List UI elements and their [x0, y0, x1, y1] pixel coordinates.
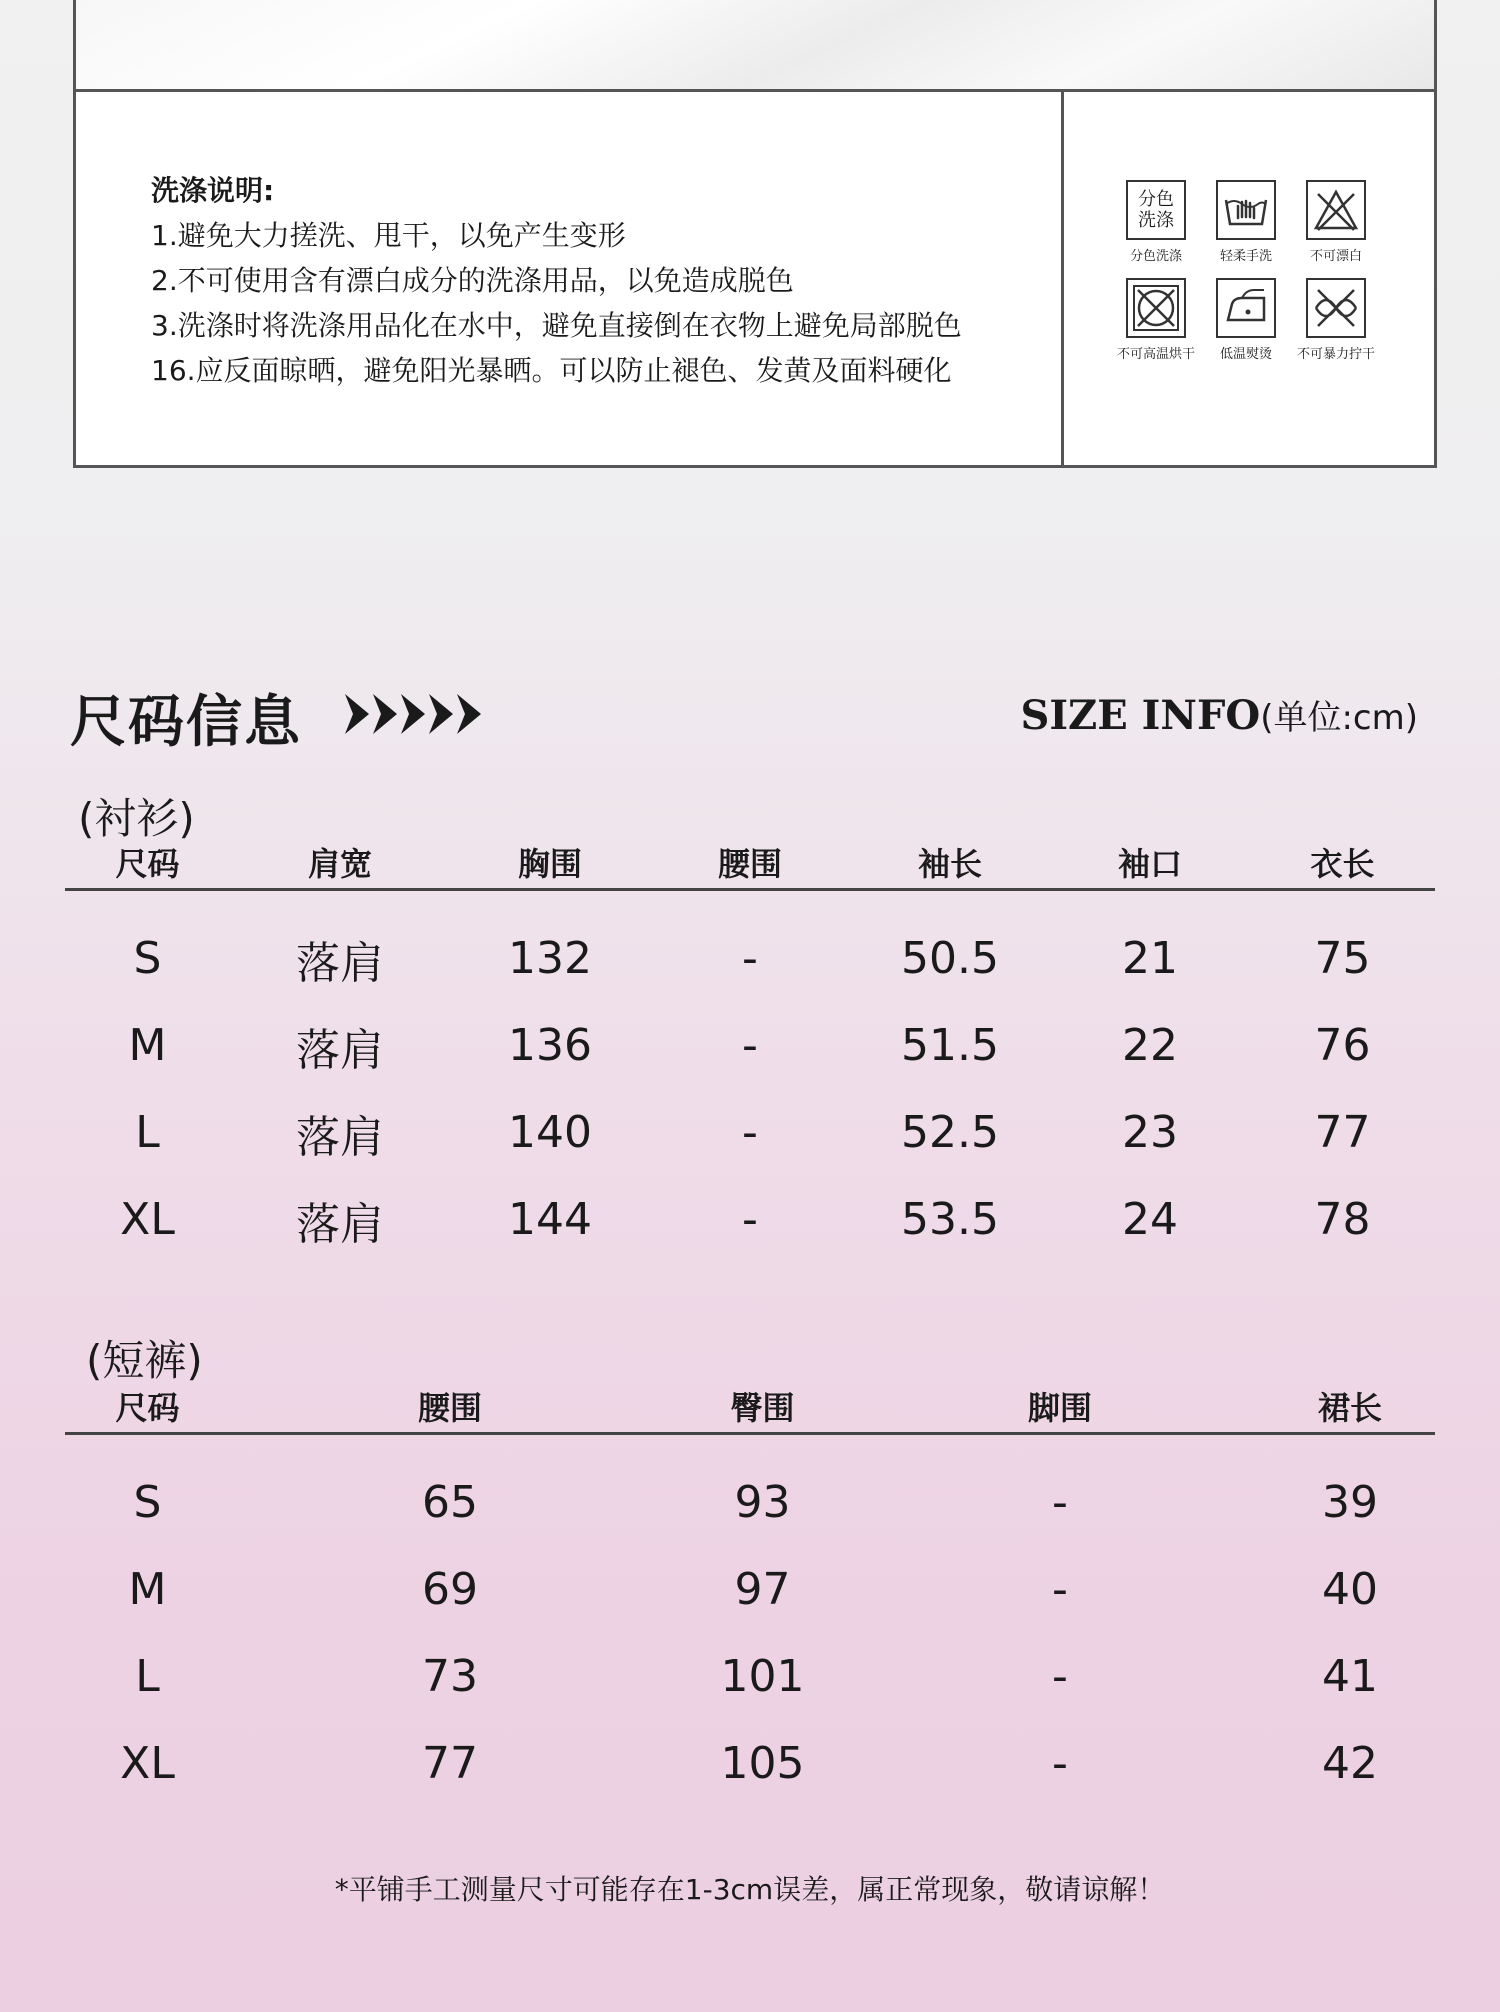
table-cell: 78: [1314, 1194, 1371, 1245]
table-cell: 73: [422, 1651, 478, 1702]
table-cell: 76: [1314, 1020, 1371, 1071]
header-cell: 衣长: [1310, 845, 1375, 883]
care-line: 2.不可使用含有漂白成分的洗涤用品，以免造成脱色: [151, 264, 794, 297]
measurement-note: *平铺手工测量尺寸可能存在1-3cm误差，属正常现象，敬请谅解！: [334, 1873, 1166, 1906]
table-cell: 140: [508, 1107, 592, 1158]
fabric-photo: [73, 0, 1437, 92]
table-cell: XL: [120, 1738, 175, 1789]
table-cell: 22: [1122, 1020, 1178, 1071]
header-cell: 臀围: [730, 1389, 795, 1427]
shorts-size-table: [65, 1380, 1435, 1807]
size-info-title: SIZE INFO: [1020, 692, 1261, 739]
table-cell: S: [133, 1477, 162, 1528]
care-line: 16.应反面晾晒，避免阳光暴晒。可以防止褪色、发黄及面料硬化: [151, 354, 952, 387]
table-cell: 105: [720, 1738, 805, 1789]
table-cell: 41: [1322, 1651, 1378, 1702]
care-icon-cell: [1111, 180, 1201, 264]
icon-label: 低温熨烫: [1219, 347, 1272, 362]
care-icon-cell: [1201, 278, 1291, 362]
table-header: [65, 1380, 1435, 1432]
icon-label: 不可暴力拧干: [1296, 347, 1375, 362]
table-cell: 50.5: [901, 933, 999, 984]
no-tumble-dry-icon: [1126, 278, 1186, 338]
table-cell: 落肩: [296, 1024, 384, 1076]
table-cell: -: [1052, 1564, 1068, 1615]
care-icon-cell: [1291, 180, 1381, 264]
table-cell: 65: [422, 1477, 478, 1528]
table-cell: 77: [1314, 1107, 1371, 1158]
table-cell: 75: [1314, 933, 1371, 984]
low-iron-icon: [1216, 278, 1276, 338]
no-wring-icon: [1306, 278, 1366, 338]
table-body: [65, 891, 1435, 1263]
table-cell: -: [1052, 1738, 1068, 1789]
table-cell: 24: [1122, 1194, 1178, 1245]
table-cell: S: [133, 933, 162, 984]
arrows-icon: [343, 690, 493, 738]
header-cell: 裙长: [1317, 1389, 1382, 1427]
table-cell: 39: [1322, 1477, 1378, 1528]
table-cell: -: [1052, 1651, 1068, 1702]
table-cell: 42: [1322, 1738, 1378, 1789]
table-row: [65, 1720, 1435, 1807]
table-cell: 落肩: [296, 937, 384, 989]
separate-wash-icon: 分色洗涤: [1126, 180, 1186, 240]
table-cell: 23: [1122, 1107, 1178, 1158]
table-cell: 77: [422, 1738, 478, 1789]
table-cell: 93: [734, 1477, 791, 1528]
care-line: 1.避免大力搓洗、甩干，以免产生变形: [151, 219, 626, 252]
header-cell: 胸围: [517, 845, 582, 883]
icon-label: 分色洗涤: [1129, 249, 1182, 264]
table-row: [65, 1176, 1435, 1263]
table-body: [65, 1435, 1435, 1807]
table-cell: -: [742, 933, 758, 984]
shirt-size-table: [65, 836, 1435, 1263]
header-cell: 腰围: [417, 1389, 482, 1427]
table-cell: 101: [720, 1651, 805, 1702]
care-icon-cell: [1291, 278, 1381, 362]
care-text: [151, 168, 962, 393]
table-cell: -: [742, 1020, 758, 1071]
table-row: [65, 1633, 1435, 1720]
header-cell: 袖口: [1117, 845, 1182, 883]
table-cell: 21: [1122, 933, 1178, 984]
table-cell: 落肩: [296, 1111, 384, 1163]
table-cell: -: [1052, 1477, 1068, 1528]
hand-wash-icon: [1216, 180, 1276, 240]
size-title: 尺码信息: [70, 690, 302, 755]
size-info-heading: [1020, 690, 1418, 739]
care-icons: [1111, 180, 1401, 362]
care-icon-cell: [1201, 180, 1291, 264]
size-unit: (单位:cm): [1260, 698, 1418, 738]
header-cell: 袖长: [917, 845, 982, 883]
table-row: [65, 1459, 1435, 1546]
header-cell: 尺码: [115, 1389, 180, 1427]
table-cell: 69: [422, 1564, 478, 1615]
icon-label: 不可漂白: [1309, 249, 1362, 264]
table-cell: 136: [508, 1020, 592, 1071]
care-title: 洗涤说明:: [151, 174, 275, 207]
shorts-label: (短裤): [86, 1336, 203, 1385]
table-cell: 40: [1322, 1564, 1378, 1615]
care-line: 3.洗涤时将洗涤用品化在水中，避免直接倒在衣物上避免局部脱色: [151, 309, 962, 342]
table-cell: 落肩: [296, 1198, 384, 1250]
care-instructions-box: [73, 92, 1437, 468]
header-cell: 肩宽: [307, 845, 372, 883]
icon-label: 轻柔手洗: [1219, 249, 1272, 264]
table-cell: M: [128, 1564, 167, 1615]
shirt-label: (衬衫): [78, 794, 195, 843]
icon-label: 不可高温烘干: [1116, 347, 1195, 362]
no-bleach-icon: [1306, 180, 1366, 240]
table-cell: L: [135, 1107, 160, 1158]
table-cell: 132: [508, 933, 592, 984]
table-row: [65, 1089, 1435, 1176]
table-cell: 51.5: [901, 1020, 999, 1071]
table-cell: 52.5: [901, 1107, 999, 1158]
table-row: [65, 1002, 1435, 1089]
table-cell: -: [742, 1194, 758, 1245]
table-cell: -: [742, 1107, 758, 1158]
header-cell: 脚围: [1027, 1389, 1092, 1427]
table-cell: 144: [508, 1194, 592, 1245]
header-cell: 尺码: [115, 845, 180, 883]
table-cell: 53.5: [901, 1194, 999, 1245]
table-row: [65, 915, 1435, 1002]
table-cell: XL: [120, 1194, 175, 1245]
table-header: [65, 836, 1435, 888]
care-icon-cell: [1111, 278, 1201, 362]
care-divider: [1061, 92, 1064, 465]
header-cell: 腰围: [717, 845, 782, 883]
table-cell: L: [135, 1651, 160, 1702]
table-row: [65, 1546, 1435, 1633]
table-cell: M: [128, 1020, 167, 1071]
table-cell: 97: [734, 1564, 791, 1615]
